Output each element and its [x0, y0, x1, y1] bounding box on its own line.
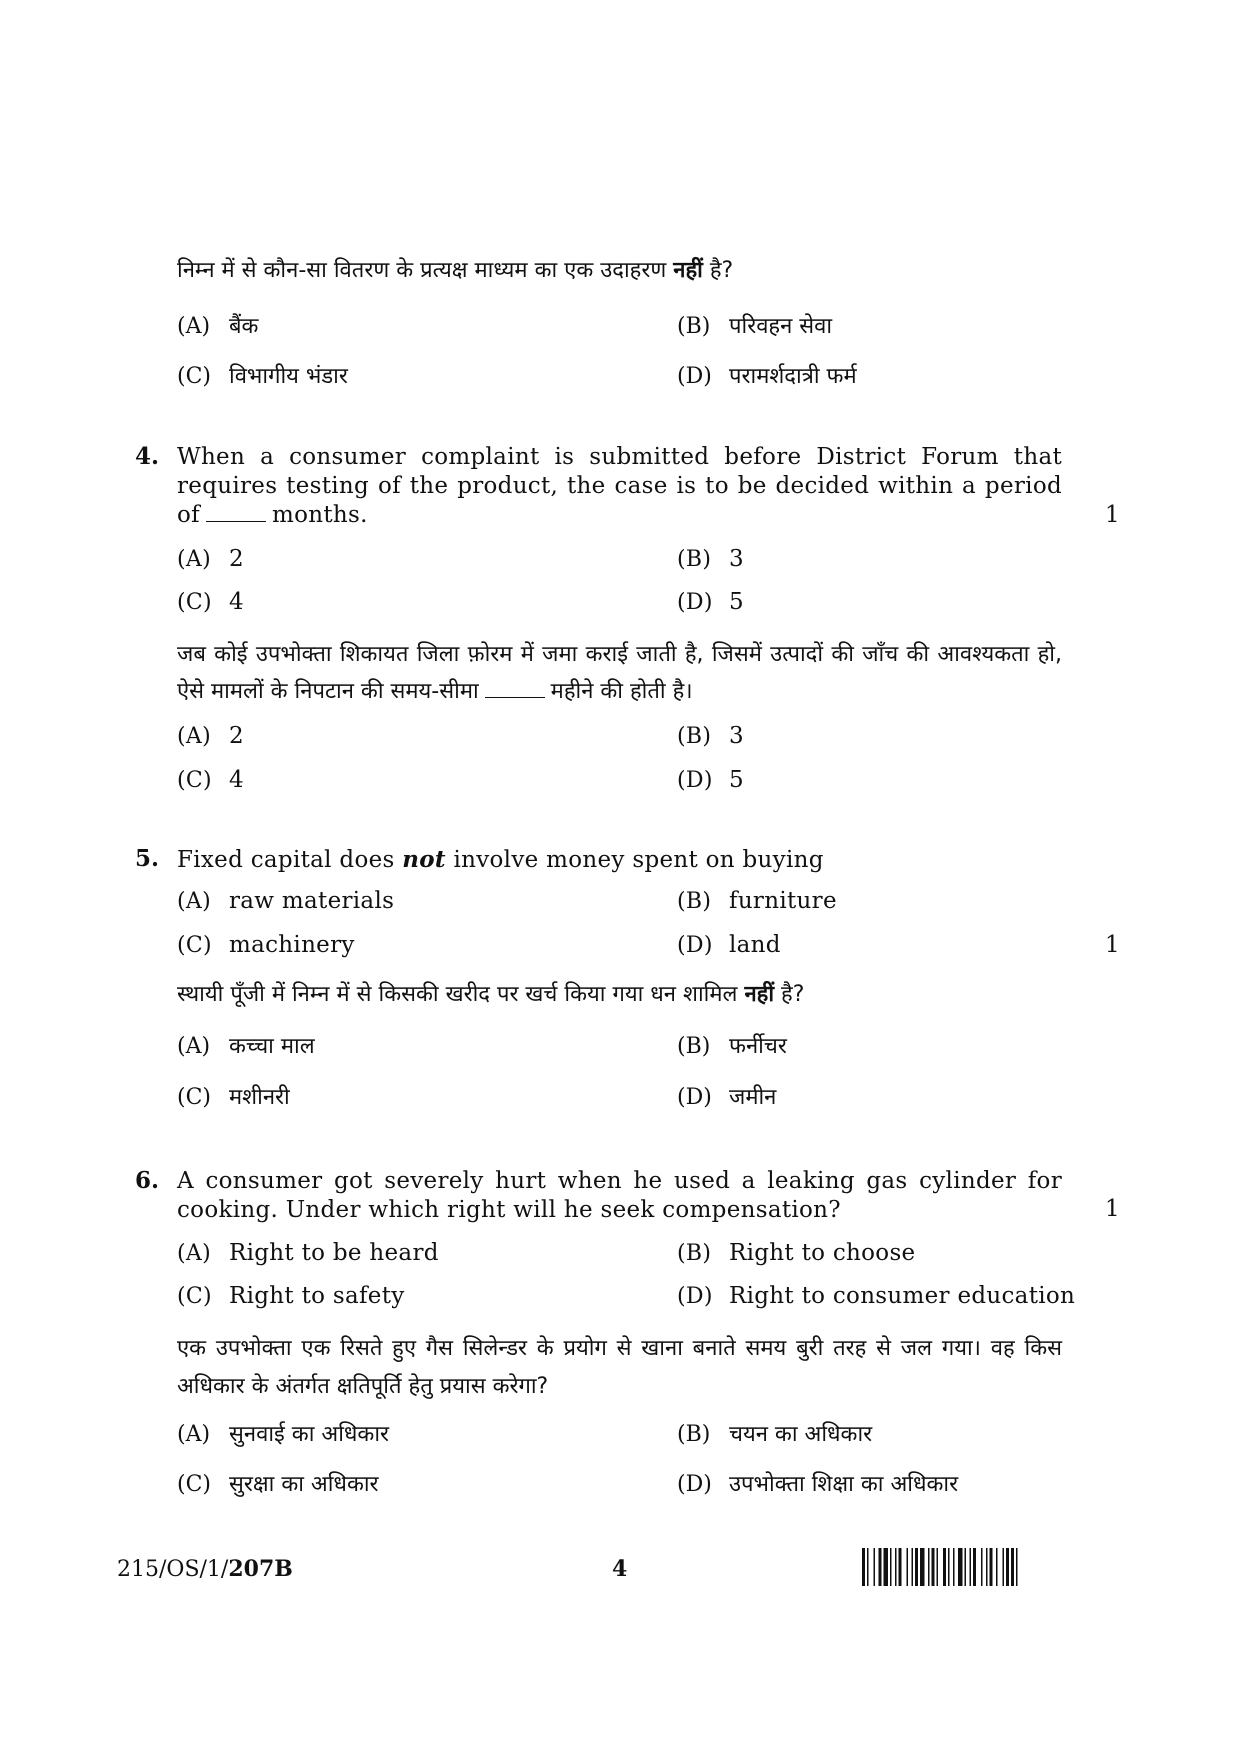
q5-hindi-option-d: (D) जमीन [677, 1085, 777, 1110]
q3-hindi-option-b: (B) परिवहन सेवा [677, 314, 833, 339]
q3-hindi-option-a: (A) बैंक [177, 314, 259, 339]
q5-marks: 1 [1105, 932, 1120, 958]
q5-option-b: (B) furniture [677, 888, 837, 914]
barcode [862, 1548, 1124, 1586]
q6-hindi-question: एक उपभोक्ता एक रिसते हुए गैस सिलेन्डर के प्रयोग से खाना बनाते समय बुरी तरह से जल गया। वह किस अधिकार के अंतर्गत क्षतिपूर्ति हेतु प्रयास करेगा? [177, 1336, 1062, 1399]
q5-option-c: (C) machinery [177, 932, 355, 958]
q4-option-d: (D) 5 [677, 589, 744, 615]
q5-hindi-option-a: (A) कच्चा माल [177, 1034, 315, 1059]
q5-option-a: (A) raw materials [177, 888, 395, 914]
q4-option-a: (A) 2 [177, 546, 244, 572]
q4-option-b: (B) 3 [677, 546, 744, 572]
q5-option-d: (D) land [677, 932, 781, 958]
q3-hindi-bold: नहीं [673, 258, 703, 283]
q6-marks: 1 [1105, 1196, 1120, 1222]
q5-hindi-option-b: (B) फर्नीचर [677, 1034, 787, 1059]
q3-hindi-text: निम्न में से कौन-सा वितरण के प्रत्यक्ष माध्यम का एक उदाहरण [177, 258, 667, 283]
q4-marks: 1 [1105, 502, 1120, 528]
q4-hindi-option-b: (B) 3 [677, 723, 744, 749]
q3-hindi-text-end: है? [709, 258, 734, 283]
page-number: 4 [612, 1556, 628, 1582]
q6-option-a: (A) Right to be heard [177, 1240, 439, 1266]
q4-question: When a consumer complaint is submitted before District Forum that requires testing of the product, the case is to be decided within a period of months. [177, 444, 1062, 528]
q5-hindi-option-c: (C) मशीनरी [177, 1085, 290, 1110]
q4-option-c: (C) 4 [177, 589, 244, 615]
q4-hindi-option-c: (C) 4 [177, 767, 244, 793]
q6-hindi-option-c: (C) सुरक्षा का अधिकार [177, 1472, 379, 1497]
q5-question: Fixed capital does not involve money spent on buying [177, 846, 824, 873]
q6-number: 6. [135, 1167, 160, 1194]
q4-hindi-option-d: (D) 5 [677, 767, 744, 793]
q6-option-d: (D) Right to consumer education [677, 1283, 1076, 1309]
q4-hindi-question: जब कोई उपभोक्ता शिकायत जिला फ़ोरम में जमा कराई जाती है, जिसमें उत्पादों की जाँच की आवश्यकता हो, ऐसे मामलों के निपटान की समय-सीमा महीने की होती है। [177, 642, 1062, 704]
q6-hindi-option-d: (D) उपभोक्ता शिक्षा का अधिकार [677, 1472, 959, 1497]
paper-code: 215/OS/1/207B [117, 1556, 293, 1582]
q4-hindi-blank [485, 697, 545, 698]
q6-question: A consumer got severely hurt when he used a leaking gas cylinder for cooking. Under which right will he seek compensation? [177, 1168, 1062, 1223]
q3-hindi-question [177, 256, 1062, 285]
q3-hindi-option-c: (C) विभागीय भंडार [177, 364, 348, 389]
q3-hindi-option-d: (D) परामर्शदात्री फर्म [677, 364, 857, 389]
q4-number: 4. [135, 443, 160, 470]
q5-number: 5. [135, 845, 160, 872]
q6-hindi-option-a: (A) सुनवाई का अधिकार [177, 1422, 390, 1447]
q6-option-c: (C) Right to safety [177, 1283, 405, 1309]
q6-option-b: (B) Right to choose [677, 1240, 916, 1266]
q5-hindi-question: स्थायी पूँजी में निम्न में से किसकी खरीद पर खर्च किया गया धन शामिल नहीं है? [177, 982, 805, 1007]
q4-blank [206, 521, 266, 522]
q6-hindi-option-b: (B) चयन का अधिकार [677, 1422, 873, 1447]
q4-hindi-option-a: (A) 2 [177, 723, 244, 749]
